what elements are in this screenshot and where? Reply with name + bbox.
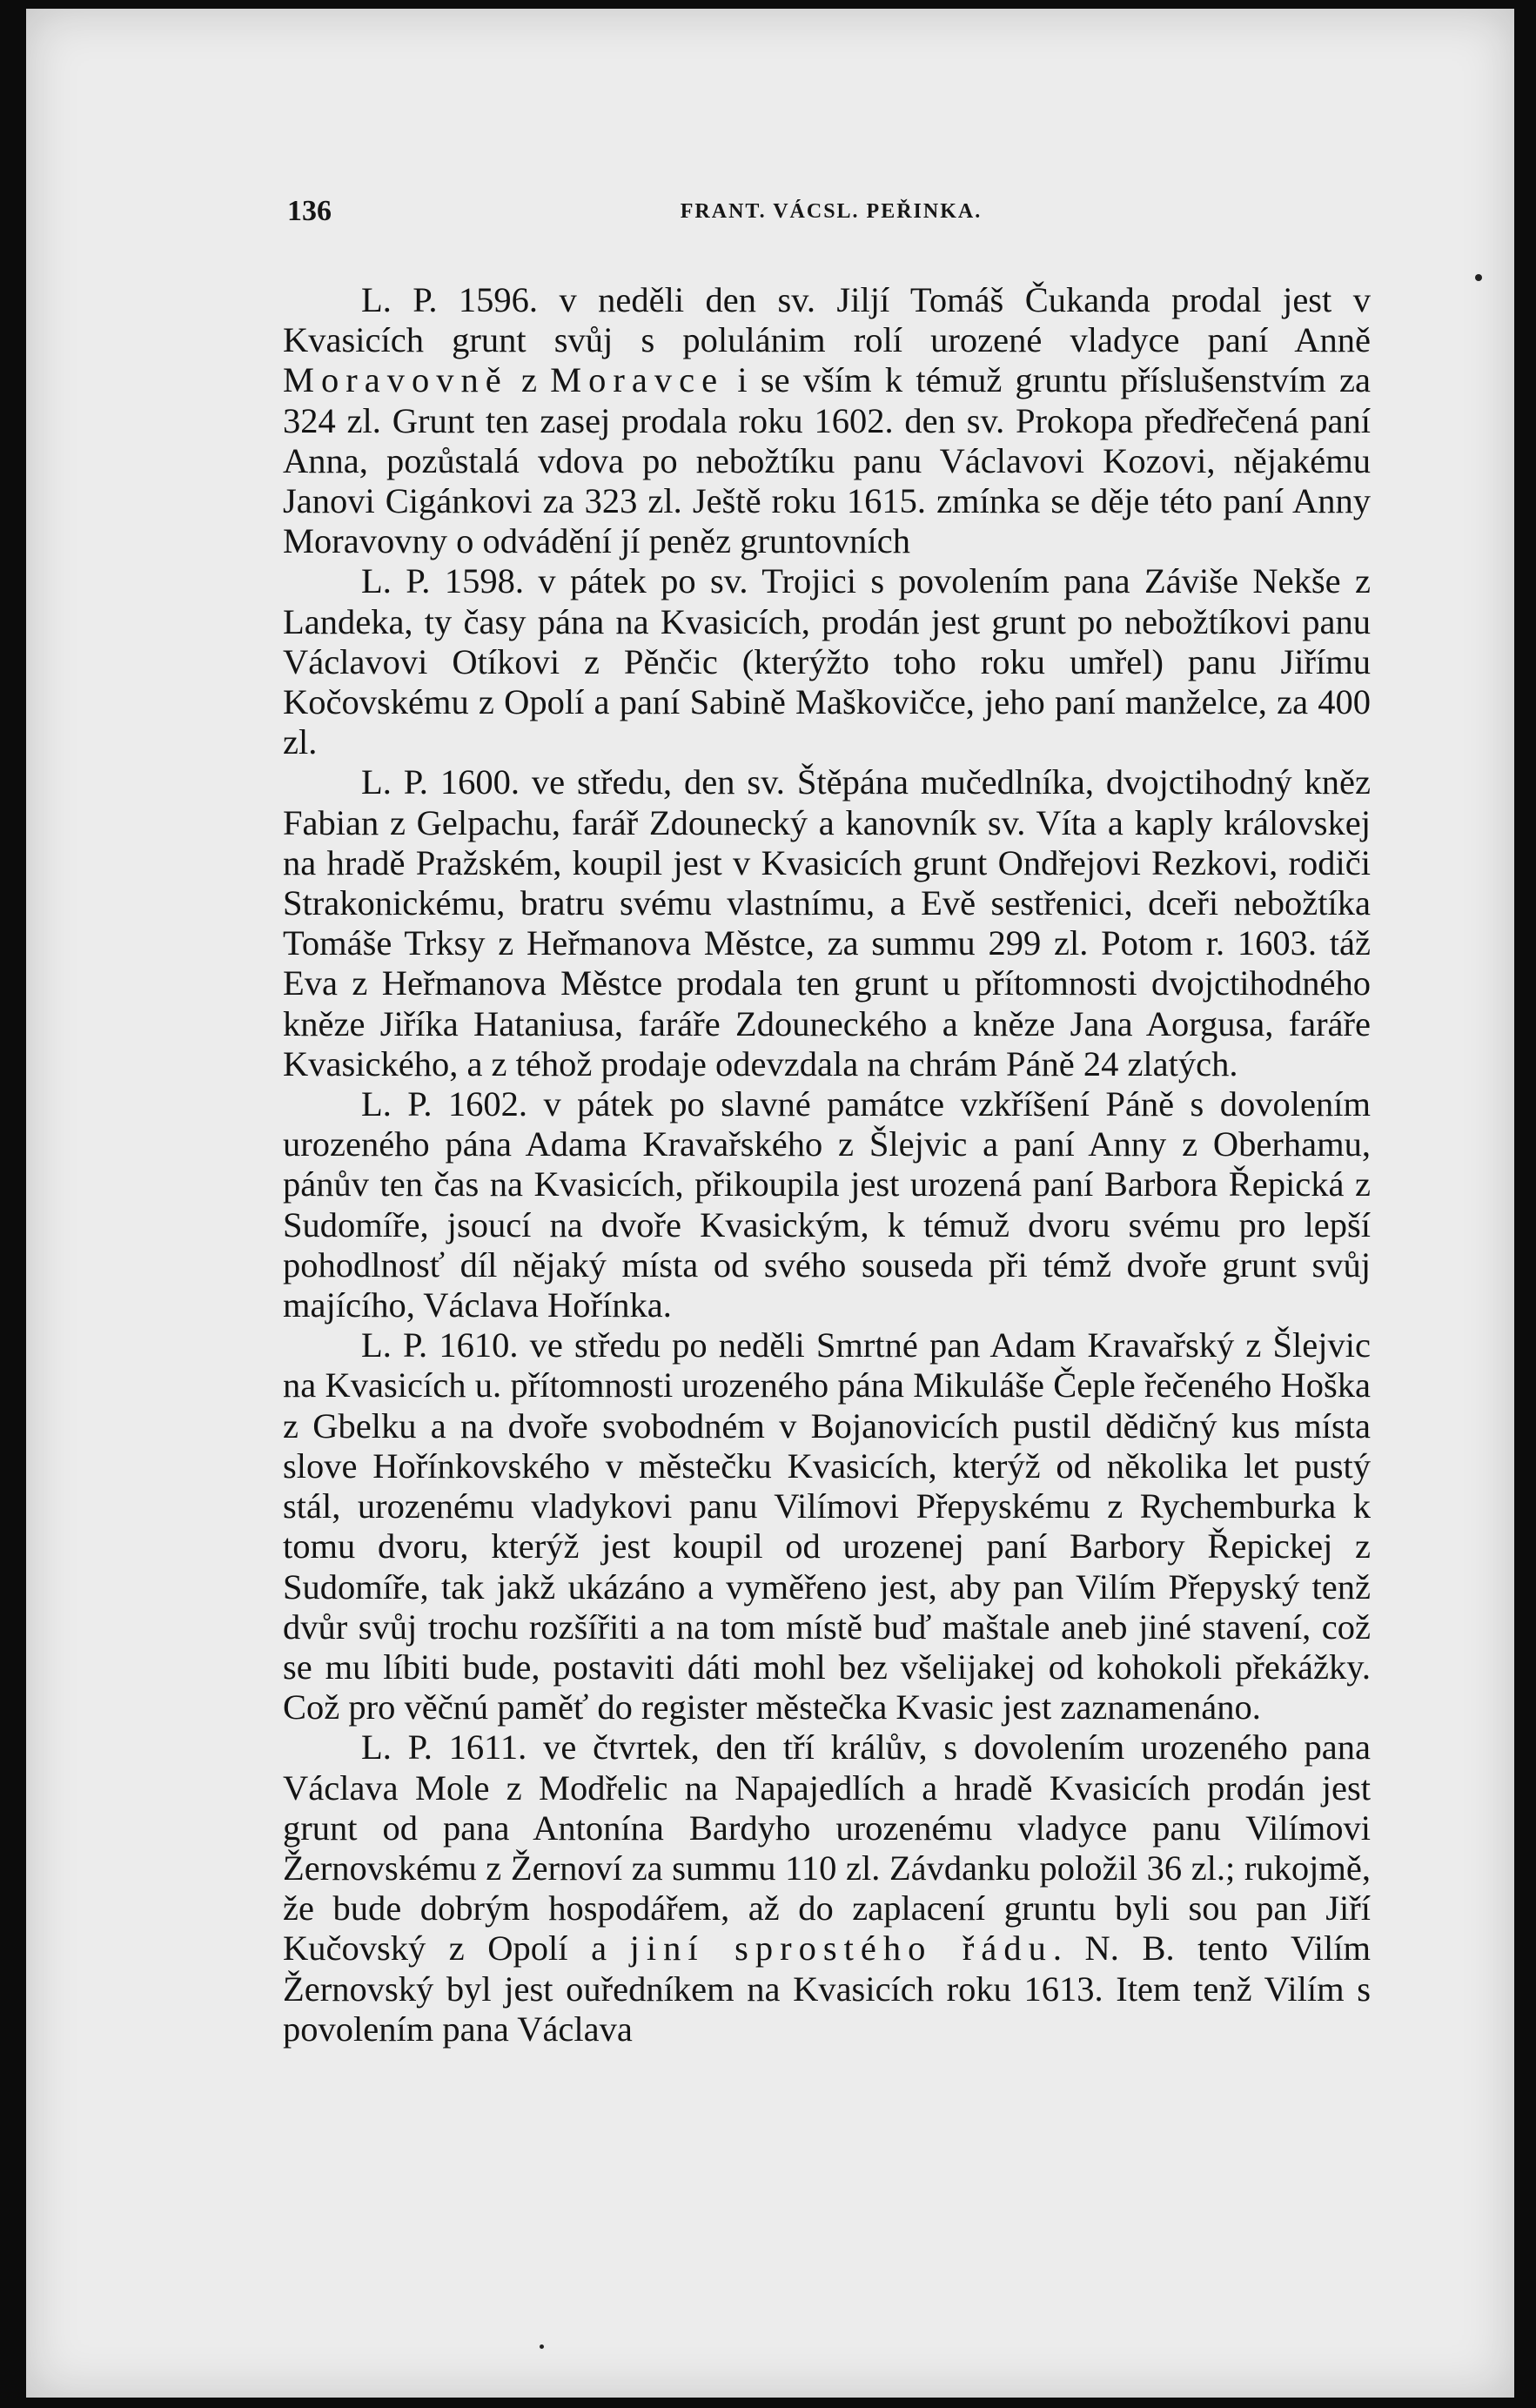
text-run: L. P. 1596. v neděli den sv. Jiljí Tomáš Čukanda prodal jest v Kvasicích grunt svůj s polulánim rolí urozené vladyce paní Anně (283, 280, 1371, 360)
text-run: z (507, 360, 551, 400)
spaced-name: Moravovně (283, 360, 508, 400)
text-run: i se vším k témuž gruntu příslušenstvím za 324 zl. Grunt ten zasej prodala roku 1602. den sv. Prokopa předřečená paní Anna, pozůstalá vdova po nebožtíku panu Václavovi Kozovi, nějakému Janovi Cigánkovi za 323 zl. Ještě roku 1615. zmínka se děje této paní Anny Moravovny o odvádění jí peněz gruntovních (283, 360, 1371, 561)
book-page (26, 9, 1514, 2398)
paragraph-1610: L. P. 1610. ve středu po neděli Smrtné pan Adam Kravařský z Šlejvic na Kvasicích u. přítomnosti urozeného pána Mikuláše Čeple řečeného Hoška z Gbelku a na dvoře svobodném v Bojanovicích pustil dědičný kus místa slove Hořínkovského v městečku Kvasicích, kterýž od několika let pustý stál, urozenému vladykovi panu Vilímovi Přepyskému z Rychemburka k tomu dvoru, kterýž jest koupil od urozenej paní Barbory Řepickej z Sudomíře, tak jakž ukázáno a vyměřeno jest, aby pan Vilím Přepyský tenž dvůr svůj trochu rozšířiti a na tom místě buď maštale aneb jiné stavení, což se mu líbiti bude, postaviti dáti mohl bez všelijakej od kohokoli překážky. Což pro věčnú paměť do register městečka Kvasic jest zaznamenáno. (283, 1325, 1371, 1727)
page-header (287, 195, 1375, 238)
text-run: L. P. 1611. ve čtvrtek, den tří králův, s dovolením urozeného pana Václava Mole z Modřelic na Napajedlích a hradě Kvasicích prodán jest grunt od pana Antonína Bardyho urozenému vladyce panu Vilímovi Žernovskému z Žernoví za summu 110 zl. Závdanku položil 36 zl.; rukojmě, že bude dobrým hospodářem, až do zaplacení gruntu byli sou pan Jiří Kučovský z Opolí a (283, 1727, 1371, 1969)
paragraph-1600: L. P. 1600. ve středu, den sv. Štěpána mučedlníka, dvojctihodný kněz Fabian z Gelpachu, farář Zdounecký a kanovník sv. Víta a kaply královskej na hradě Pražském, koupil jest v Kvasicích grunt Ondřejovi Rezkovi, rodiči Strakonickému, bratru svému vlastnímu, a Evě sestřenici, dceři nebožtíka Tomáše Trksy z Heřmanova Městce, za summu 299 zl. Potom r. 1603. táž Eva z Heřmanova Městce prodala ten grunt u přítomnosti dvojctihodného kněze Jiříka Hataniusa, faráře Zdouneckého a kněze Jana Aorgusa, faráře Kvasického, a z téhož prodaje odevzdala na chrám Páně 24 zlatých. (283, 762, 1371, 1083)
body-text (283, 280, 1371, 2049)
ink-speck (1475, 274, 1482, 281)
paragraph-1596 (283, 280, 1371, 561)
paragraph-1602: L. P. 1602. v pátek po slavné památce vzkříšení Páně s dovolením urozeného pána Adama Kravařského z Šlejvic a paní Anny z Oberhamu, pánův ten čas na Kvasicích, přikoupila jest urozená paní Barbora Řepická z Sudomíře, jsoucí na dvoře Kvasickým, k témuž dvoru svému pro lepší pohodlnosť díl nějaký místa od svého souseda při témž dvoře grunt svůj majícího, Václava Hořínka. (283, 1084, 1371, 1325)
spaced-phrase: jiní sprostého řádu (629, 1928, 1053, 1969)
page-number: 136 (287, 195, 332, 227)
paragraph-1611 (283, 1727, 1371, 2049)
ink-speck (540, 2344, 544, 2349)
running-head: FRANT. VÁCSL. PEŘINKA. (680, 200, 983, 223)
text-run: . N. B. tento Vilím Žernovský byl jest ouředníkem na Kvasicích roku 1613. Item tenž Vilím s povolením pana Václava (283, 1928, 1371, 2049)
paragraph-1598: L. P. 1598. v pátek po sv. Trojici s povolením pana Záviše Nekše z Landeka, ty časy pána na Kvasicích, prodán jest grunt po nebožtíkovi panu Václavovi Otíkovi z Pěnčic (kterýžto toho roku umřel) panu Jiřímu Kočovskému z Opolí a paní Sabině Maškovičce, jeho paní manželce, za 400 zl. (283, 561, 1371, 762)
spaced-name: Moravce (550, 360, 725, 400)
